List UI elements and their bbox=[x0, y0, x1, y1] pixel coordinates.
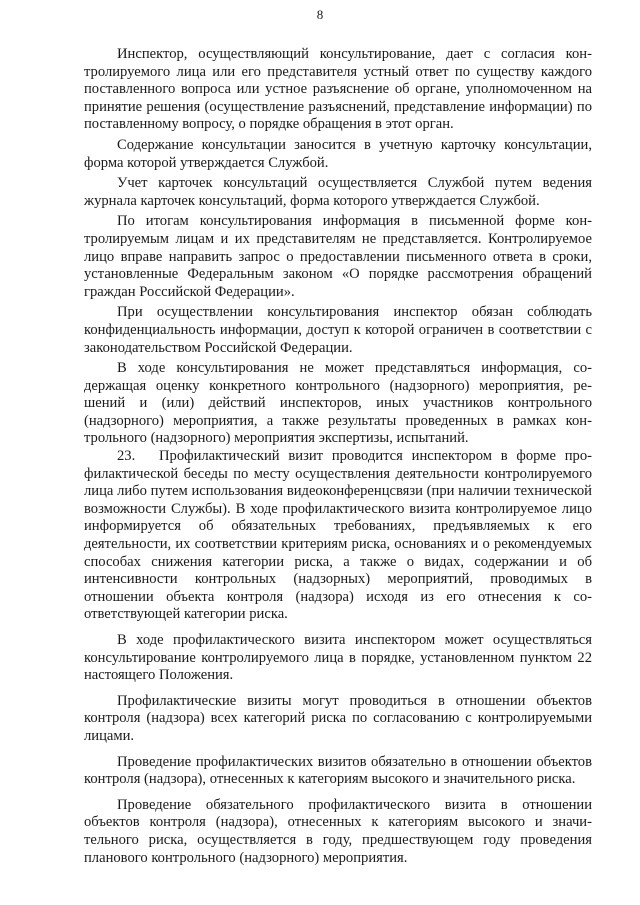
document-body bbox=[84, 46, 592, 867]
paragraph-mandatory-visit-timing: Проведение обязательного профилактического визита в отношении объектов контроля (надзора), отнесенных к категориям высокого и значительного риска, осуществляется в году, предшествующем году проведения планового контрольного (надзорного) мероприятия. bbox=[84, 796, 592, 866]
paragraph-mandatory-visits: Проведение профилактических визитов обязательно в отношении объектов контроля (надзора), отнесенных к категориям высокого и значительного риска. bbox=[84, 753, 592, 788]
paragraph-visits-all-categories: Профилактические визиты могут проводиться в отношении объектов контроля (надзора) всех категорий риска по согласованию с контролируемыми лицами. bbox=[84, 692, 592, 744]
paragraph-confidentiality: При осуществлении консультирования инспектор обязан соблюдать конфиденциальность информации, доступ к которой ограничен в соответствии с законодательством Российской Федерации. bbox=[84, 304, 592, 356]
paragraph-item-23 bbox=[84, 448, 592, 624]
paragraph-visit-consultation: В ходе профилактического визита инспектором может осуществляться консультирование контролируемого лица в порядке, установленном пунктом 22 настоящего Положения. bbox=[84, 632, 592, 684]
paragraph-restricted-info: В ходе консультирования не может представляться информация, содержащая оценку конкретного контрольного (надзорного) мероприятия, решений и (или) действий инспекторов, иных участников контрольного (надзорного) мероприятия, а также результаты проведенных в рамках контрольного (надзорного) мероприятия экспертизы, испытаний. bbox=[84, 360, 592, 447]
page-number: 8 bbox=[316, 7, 324, 22]
paragraph-consultation-answer: Инспектор, осуществляющий консультирование, дает с согласия контролируемого лица или его представителя устный ответ по существу каждого поставленного вопроса или устное разъяснение об органе, уполномоченном на принятие решения (осуществление разъяснений, представление информации) по поставленному вопросу, о порядке обращения в этот орган. bbox=[84, 46, 592, 133]
item-number: 23. bbox=[117, 448, 136, 465]
item-23-text: Профилактический визит проводится инспектором в форме профилактической беседы по месту осуществления деятельности контролируемого лица либо путем использования видеоконференцсвязи (при наличии технической возможности Службы). В ходе профилактического визита контролируемое лицо информируется об обязательных требованиях, предъявляемых к его деятельности, их соответствии критериям риска, основаниях и о рекомендуемых способах снижения категории риска, а также о видах, содержании и об интенсивности контрольных (надзорных) мероприятий, проводимых в отношении объекта контроля (надзора) исходя из его отнесения к соответствующей категории риска. bbox=[84, 448, 592, 623]
paragraph-written-request: По итогам консультирования информация в письменной форме контролируемым лицам и их представителям не представляется. Контролируемое лицо вправе направить запрос о предоставлении письменного ответа в сроки, установленные Федеральным законом «О порядке рассмотрения обращений граждан Российской Федерации». bbox=[84, 213, 592, 300]
paragraph-card-journal: Учет карточек консультаций осуществляется Службой путем ведения журнала карточек консультаций, форма которого утверждается Службой. bbox=[84, 175, 592, 209]
paragraph-consultation-card: Содержание консультации заносится в учетную карточку консультации, форма которой утверждается Службой. bbox=[84, 136, 592, 171]
